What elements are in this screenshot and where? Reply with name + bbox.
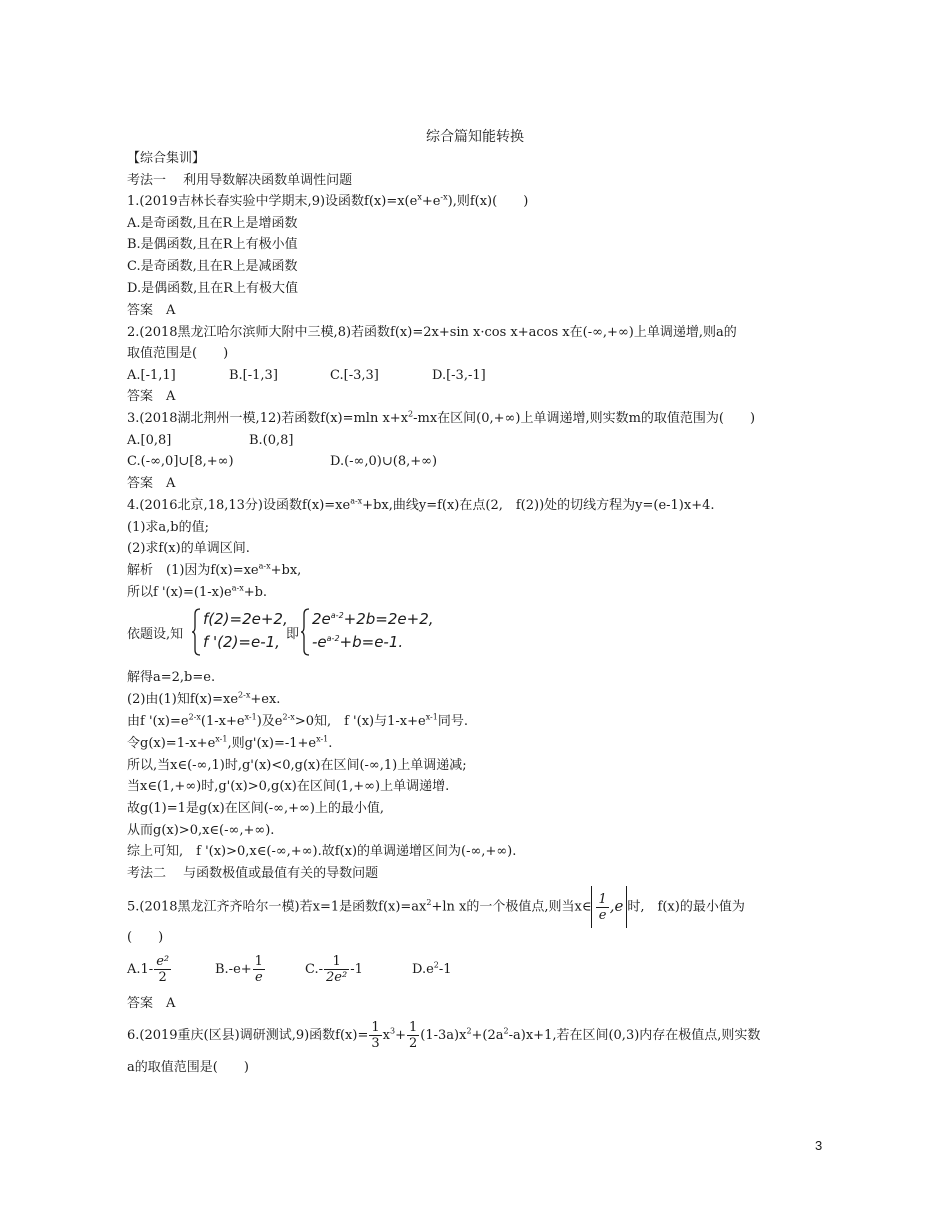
question-2-options — [127, 367, 486, 385]
section-heading: 【综合集训】 — [127, 151, 206, 166]
question-5-option-b: B.-e+ $\frac{1}{e}$ — [215, 954, 263, 985]
solution-line-7: 所以,当x∈(-∞,1)时,g'(x)<0,g(x)在区间(-∞,1)上单调递减; — [127, 758, 467, 773]
question-3-stem: 3.(2018湖北荆州一模,12)若函数f(x)=mln $x+x^2-mx$在区间(0,+∞)上单调递增,则实数m的取值范围为( ) — [127, 409, 756, 426]
solution-line-2: 所以f '$(x)=(1-x)e^{a-x}+b$. — [127, 583, 268, 600]
question-5-stem: 5.(2018黑龙江齐齐哈尔一模)若x=1是函数$f(x)=ax^2+\ln$ x的一个极值点,则当x∈ $\frac{1}{e}$ ,e 时, f(x)的最小值为 — [127, 886, 745, 926]
question-3-option-c: C.(-∞,0]∪[8,+∞) — [127, 454, 234, 469]
question-2-option-c: C.[-3,3] — [330, 368, 379, 383]
question-1-stem: 1.(2019吉林长春实验中学期末,9)设函数$f(x)=x(e^x+e^{-x})$,则f(x)( ) — [127, 192, 529, 209]
method-2-heading: 考法二 与函数极值或最值有关的导数问题 — [127, 866, 379, 881]
question-2-answer: 答案 A — [127, 389, 176, 404]
question-5-option-d: $D.e^2-1$ — [412, 960, 452, 977]
question-6-stem-line-2: a的取值范围是( ) — [127, 1060, 249, 1075]
right-system-brace-icon — [301, 608, 311, 656]
left-brace-icon — [192, 608, 202, 656]
question-1-option-b: B.是偶函数,且在R上有极小值 — [127, 237, 298, 252]
question-2-option-d: D.[-3,-1] — [432, 368, 486, 383]
question-4-stem: 4.(2016北京,18,13分)设函数$f(x)=xe^{a-x}+bx$,曲线y=f(x)在点(2, f(2))处的切线方程为y=(e-1)x+4. — [127, 496, 715, 513]
question-2-stem-line-2: 取值范围是( ) — [127, 346, 229, 361]
question-5-option-a: A.1- $\frac{\text{e²}}{2}$ — [127, 954, 170, 985]
question-3-option-a: A.[0,8] — [127, 433, 172, 448]
system-right-row-2: $-e^{a-2}+b=e-1$. — [312, 633, 404, 651]
system-connector: 即 — [286, 627, 300, 642]
solution-line-4: (2)由(1)知$f(x)=xe^{2-x}+ex$. — [127, 690, 281, 707]
question-3-option-d: D.(-∞,0)∪(8,+∞) — [330, 454, 438, 469]
question-3-option-b: B.(0,8] — [249, 433, 294, 448]
question-3-options-row-1 — [127, 432, 294, 450]
solution-line-3: 解得a=2,b=e. — [127, 670, 216, 685]
question-4-part-1: (1)求a,b的值; — [127, 520, 209, 535]
question-5-stem-line-2: ( ) — [127, 930, 164, 945]
page-title: 综合篇知能转换 — [426, 129, 524, 145]
solution-line-9: 故g(1)=1是g(x)在区间(-∞,+∞)上的最小值, — [127, 801, 385, 816]
question-5-option-c: C.- $\frac{1}{\text{2e²}}$ -1 — [305, 954, 363, 985]
question-4-part-2: (2)求f(x)的单调区间. — [127, 541, 250, 556]
solution-line-8: 当x∈(1,+∞)时,g'(x)>0,g(x)在区间(1,+∞)上单调递增. — [127, 779, 450, 794]
question-1-option-c: C.是奇函数,且在R上是减函数 — [127, 259, 298, 274]
question-2-option-b: B.[-1,3] — [229, 368, 278, 383]
interval-bracket: $\frac{1}{e}$ ,e — [591, 886, 627, 928]
question-5-options — [127, 951, 452, 989]
question-5-answer: 答案 A — [127, 996, 176, 1011]
question-2-stem-line-1: 2.(2018黑龙江哈尔滨师大附中三模,8)若函数f(x)=2x+sin x·cos x+acos x在(-∞,+∞)上单调递增,则a的 — [127, 325, 737, 340]
question-1-answer: 答案 A — [127, 303, 176, 318]
question-1-option-a: A.是奇函数,且在R上是增函数 — [127, 216, 298, 231]
system-label: 依题设,知 — [127, 627, 184, 642]
solution-line-11: 综上可知, f '(x)>0,x∈(-∞,+∞).故f(x)的单调递增区间为(-∞,+∞). — [127, 844, 517, 859]
system-right-row-1: $2e^{a-2}+2b=2e+2$, — [312, 610, 434, 628]
question-2-option-a: A.[-1,1] — [127, 368, 176, 383]
question-3-options-row-2 — [127, 453, 437, 471]
solution-line-5: 由f '$(x)=e^{2-x}(1-x+e^{x-1})$及$e^{2-x}>0$知, f '(x)与$1-x+e^{x-1}$同号. — [127, 712, 468, 729]
system-left-row-2: f '(2)=e-1, — [203, 633, 280, 651]
solution-line-6: 令$g(x)=1-x+e^{x-1}$,则$g'(x)=-1+e^{x-1}$. — [127, 734, 333, 751]
method-1-heading: 考法一 利用导数解决函数单调性问题 — [127, 173, 353, 188]
question-1-option-d: D.是偶函数,且在R上有极大值 — [127, 281, 299, 296]
page-number: 3 — [815, 1138, 823, 1153]
question-3-answer: 答案 A — [127, 476, 176, 491]
system-left-row-1: f(2)=2e+2, — [203, 610, 288, 628]
solution-line-10: 从而g(x)>0,x∈(-∞,+∞). — [127, 823, 275, 838]
solution-line-1: 解析 (1)因为$f(x)=xe^{a-x}+bx$, — [127, 561, 302, 578]
question-6-stem: 6.(2019重庆(区县)调研测试,9)函数f(x)= $\frac{1}{3}$ $x^3+$ $\frac{1}{2}$ $(1-3a)x^2+(2a^2-a)x+1$,若在区间(0,3)内存在极值点,则实数 — [127, 1020, 761, 1051]
